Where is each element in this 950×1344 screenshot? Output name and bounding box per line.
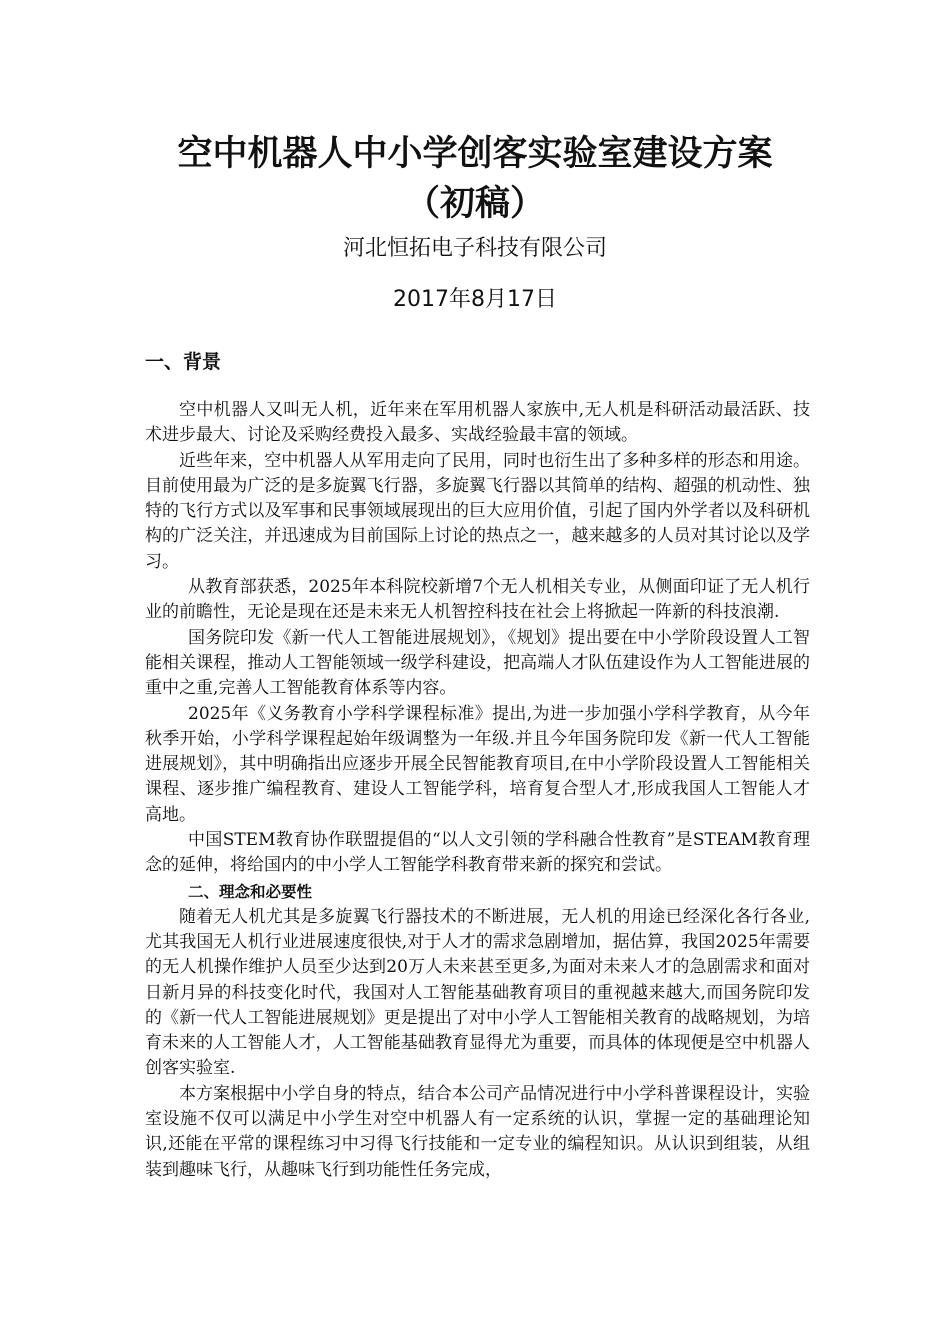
paragraph: 近些年来，空中机器人从军用走向了民用，同时也衍生出了多种多样的形态和用途。目前使用最为广泛的是多旋翼飞行器，多旋翼飞行器以其简单的结构、超强的机动性、独特的飞行方式以及军事和民事领域展现出的巨大应用价值，引起了国内外学者以及科研机构的广泛关注，并迅速成为目前国际上讨论的热点之一，越来越多的人员对其讨论以及学习。 bbox=[145, 450, 810, 572]
paragraph: 中国STEM教育协作联盟提倡的“以人文引领的学科融合性教育”是STEAM教育理念的延伸，将给国内的中小学人工智能学科教育带来新的探究和尝试。 bbox=[145, 830, 810, 876]
paragraph: 随着无人机尤其是多旋翼飞行器技术的不断进展，无人机的用途已经深化各行各业,尤其我国无人机行业进展速度很快,对于人才的需求急剧增加，据估算，我国2025年需要的无人机操作维护人员至少达到20万人未来甚至更多,为面对未来人才的急剧需求和面对日新月异的科技变化时代，我国对人工智能基础教育项目的重视越来越大,而国务院印发的《新一代人工智能进展规划》更是提出了对中小学人工智能相关教育的战略规划，为培育未来的人工智能人才，人工智能基础教育显得尤为重要，而具体的体现便是空中机器人创客实验室. bbox=[145, 906, 810, 1079]
document-title-draft-note: （初稿） bbox=[404, 184, 545, 224]
section-heading-background: 一、背景 bbox=[145, 351, 222, 373]
paragraph: 2025年《义务教育小学科学课程标准》提出,为进一步加强小学科学教育，从今年秋季开始，小学科学课程起始年级调整为一年级.并且今年国务院印发《新一代人工智能进展规划》，其中明确指出应逐步开展全民智能教育项目,在中小学阶段设置人工智能相关课程、逐步推广编程教育、建设人工智能学科，培育复合型人才,形成我国人工智能人才高地。 bbox=[145, 703, 810, 825]
paragraph: 空中机器人又叫无人机，近年来在军用机器人家族中,无人机是科研活动最活跃、技术进步最大、讨论及采购经费投入最多、实战经验最丰富的领域。 bbox=[145, 400, 810, 446]
company-name: 河北恒拓电子科技有限公司 bbox=[342, 236, 607, 261]
document-date: 2017年8月17日 bbox=[393, 287, 557, 312]
paragraph: 本方案根据中小学自身的特点，结合本公司产品情况进行中小学科普课程设计，实验室设施不仅可以满足中小学生对空中机器人有一定系统的认识，掌握一定的基础理论知识,还能在平常的课程练习中习得飞行技能和一定专业的编程知识。从认识到组装，从组装到趣味飞行，从趣味飞行到功能性任务完成， bbox=[145, 1083, 810, 1180]
paragraph: 国务院印发《新一代人工智能进展规划》，《规划》提出要在中小学阶段设置人工智能相关课程，推动人工智能领域一级学科建设，把高端人才队伍建设作为人工智能进展的重中之重,完善人工智能教育体系等内容。 bbox=[145, 627, 810, 699]
document-title: 空中机器人中小学创客实验室建设方案 bbox=[177, 134, 773, 174]
paragraph: 从教育部获悉，2025年本科院校新增7个无人机相关专业，从侧面印证了无人机行业的前瞻性，无论是现在还是未来无人机智控科技在社会上将掀起一阵新的科技浪潮. bbox=[145, 577, 810, 623]
section-heading-rationale: 二、理念和必要性 bbox=[188, 882, 313, 901]
document-body bbox=[145, 398, 810, 1183]
